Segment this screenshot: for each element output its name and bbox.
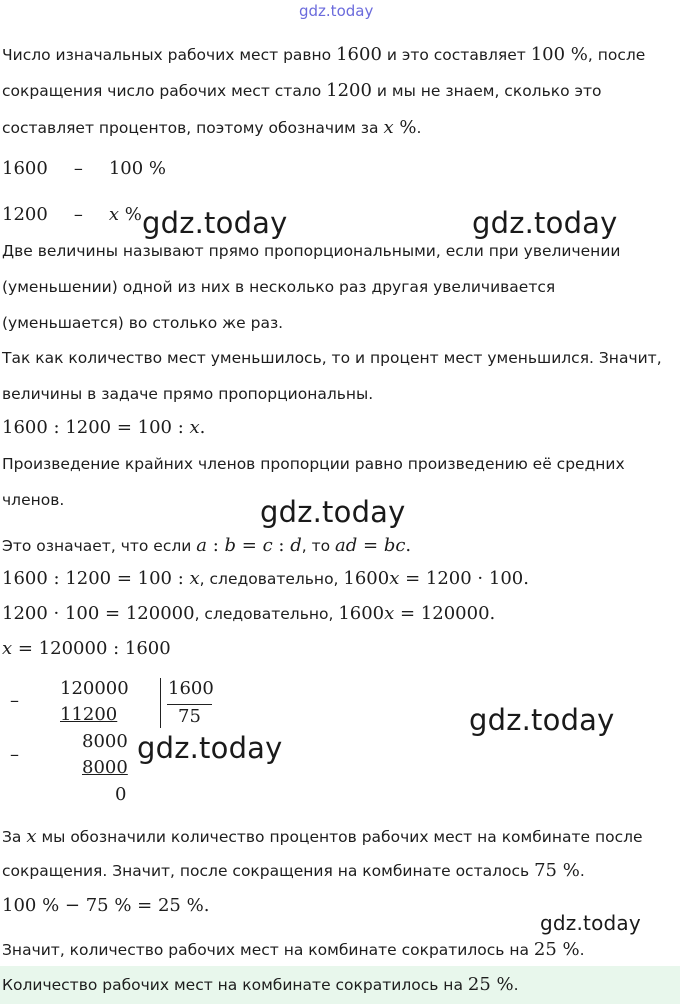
quotient: 75 [178,706,201,727]
equation-1 [2,417,205,438]
watermark: gdz.today [142,206,288,240]
subtrahend-2: 8000 [82,757,128,778]
math: 75 % [534,860,580,881]
text: Это означает, что если [2,537,197,555]
paragraph-10: членов. [2,491,65,509]
text: . [579,941,585,959]
math-var: a [196,535,207,556]
text: сокращения. Значит, после сокращения на комбинате осталось [2,862,535,880]
equation-5: 100 % − 75 % = 25 %. [2,895,210,916]
paragraph-8: величины в задаче прямо пропорциональны. [2,385,374,403]
remainder-1: 8000 [82,731,128,752]
math-var: x [189,568,200,589]
text: . [416,119,422,137]
division-bracket-horizontal [167,704,212,705]
math-var: c [262,535,273,556]
math: = [357,535,384,556]
text: Количество рабочих мест на комбинате сократилось на [2,976,468,994]
math: = [236,535,263,556]
math: : [207,535,225,556]
math: = 120000. [394,603,496,624]
math-var: bc [383,535,406,556]
math: : [272,535,291,556]
equation-3 [2,603,495,624]
math: 25 % [533,939,580,960]
paragraph-14 [2,939,585,960]
paragraph-5: (уменьшении) одной из них в несколько раз другая увеличивается [2,278,556,296]
answer-text [2,974,519,995]
math: . [199,417,206,438]
math: 25 % [467,974,514,995]
math: 1600 [2,158,48,179]
watermark: gdz.today [540,911,641,935]
watermark: gdz.today [260,495,406,529]
proportion-row-1 [2,158,166,179]
watermark: gdz.today [469,703,615,737]
math: – [73,204,83,225]
paragraph-13 [2,860,585,881]
text: . [579,862,585,880]
paragraph-3 [2,117,421,138]
minus-sign: – [10,744,19,765]
watermark: gdz.today [137,731,283,765]
paragraph-7: Так как количество мест уменьшилось, то и процент мест уменьшился. Значит, [2,349,662,367]
math: 100 % [530,44,588,65]
text: Значит, количество рабочих мест на комбинате сократилось на [2,941,534,959]
equation-4 [2,638,171,659]
text: Число изначальных рабочих мест равно [2,46,337,64]
math-var: d [290,535,302,556]
text: За [2,828,27,846]
text: , после [587,46,646,64]
text: и мы не знаем, сколько это [371,82,602,100]
paragraph-9: Произведение крайних членов пропорции равно произведению её средних [2,455,625,473]
watermark: gdz.today [472,206,618,240]
math-var: ad [335,535,358,556]
math: % [393,117,417,138]
top-logo[interactable]: gdz.today [299,2,374,20]
math: 100 % [108,158,166,179]
proportion-row-2 [2,204,142,225]
text: , следовательно, [194,605,339,623]
math: 1200 [2,204,48,225]
math-var: x [389,568,400,589]
text: , то [301,537,336,555]
math: 1600 [338,603,385,624]
math-var: b [224,535,237,556]
paragraph-4: Две величины называют прямо пропорциональными, если при увеличении [2,242,621,260]
math: – [73,158,83,179]
math-var: x [383,117,394,138]
subtrahend-1: 11200 [60,704,118,725]
math-var: x [108,204,119,225]
remainder-final: 0 [115,784,127,805]
text: . [513,976,519,994]
math: = 120000 : 1600 [12,638,171,659]
text: , следовательно, [199,570,344,588]
paragraph-11 [2,535,411,556]
paragraph-6: (уменьшается) во столько же раз. [2,314,284,332]
math-var: x [26,826,37,847]
math-var: x [2,638,13,659]
text: составляет процентов, поэтому обозначим за [2,119,384,137]
math: = 1200 · 100. [399,568,529,589]
minus-sign: – [10,690,19,711]
paragraph-1 [2,44,645,65]
math: 1200 · 100 = 120000 [2,603,195,624]
text: мы обозначили количество процентов рабочих мест на комбинате после [36,828,643,846]
division-bracket-vertical [160,678,161,728]
text: и это составляет [381,46,531,64]
math: 1600 : 1200 = 100 : [2,417,190,438]
math-var: x [384,603,395,624]
math: . [405,535,412,556]
text: сокращения число рабочих мест стало [2,82,327,100]
math: % [118,204,142,225]
math: 1600 [343,568,390,589]
math: 1200 [326,80,372,101]
math-var: x [189,417,200,438]
equation-2 [2,568,529,589]
dividend: 120000 [60,678,129,699]
math: 1600 : 1200 = 100 : [2,568,190,589]
divisor: 1600 [168,678,214,699]
paragraph-2 [2,80,602,101]
paragraph-12 [2,826,643,847]
math: 1600 [336,44,382,65]
